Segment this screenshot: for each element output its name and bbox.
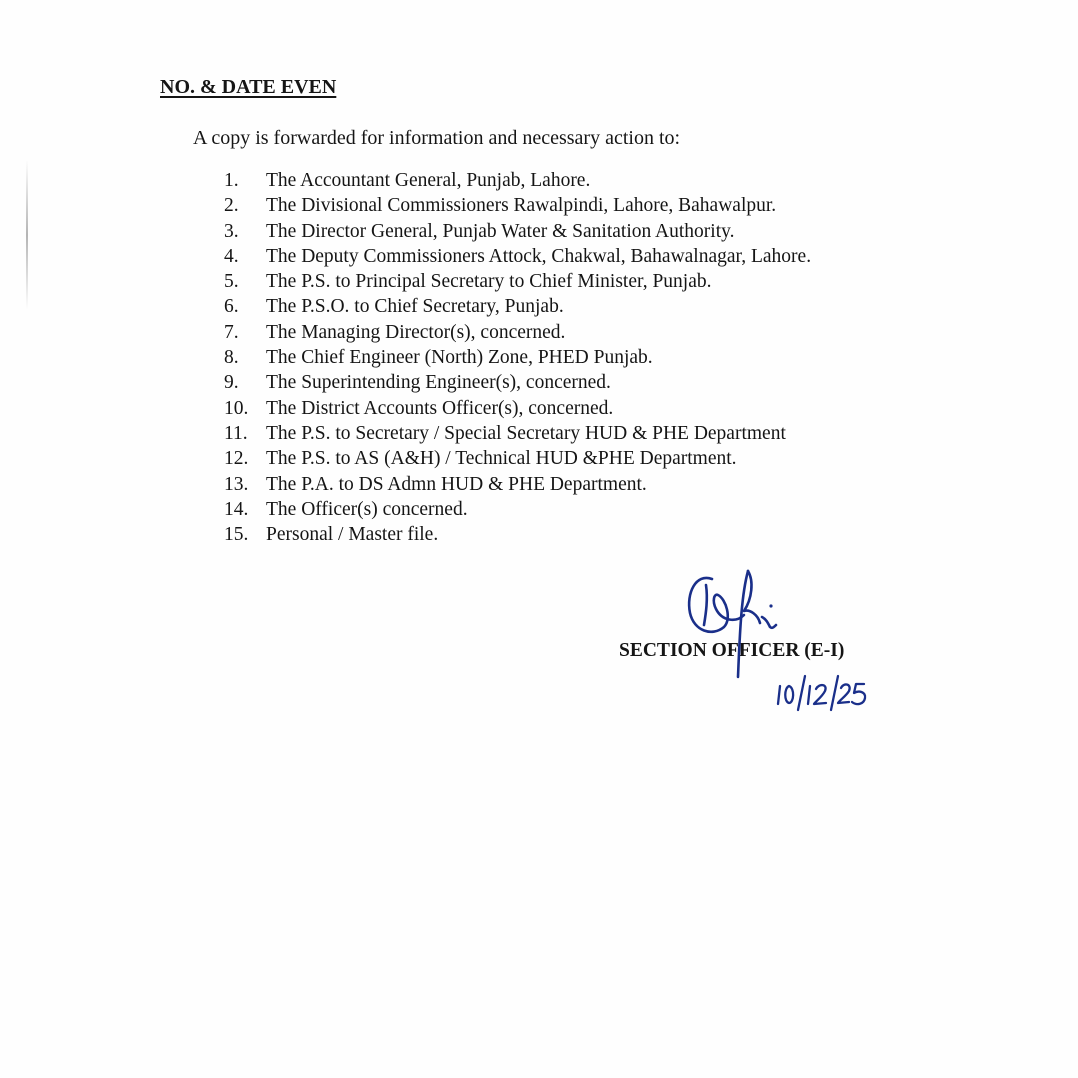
item-number: 11. <box>224 422 248 444</box>
item-text: The P.A. to DS Admn HUD & PHE Department. <box>266 473 647 495</box>
item-text: The P.S.O. to Chief Secretary, Punjab. <box>266 296 564 318</box>
handwritten-date <box>772 672 872 712</box>
item-number: 3. <box>224 220 239 242</box>
item-number: 1. <box>224 170 239 191</box>
scan-edge-mark <box>26 160 28 310</box>
list-item <box>224 472 811 497</box>
item-text: The Chief Engineer (North) Zone, PHED Punjab. <box>266 347 653 369</box>
item-text: The P.S. to Principal Secretary to Chief Minister, Punjab. <box>266 271 712 293</box>
item-text: The P.S. to AS (A&H) / Technical HUD &PHE Department. <box>266 448 737 470</box>
item-number: 7. <box>224 321 239 343</box>
item-text: The P.S. to Secretary / Special Secretary HUD & PHE Department <box>266 422 786 444</box>
item-number: 6. <box>224 296 239 318</box>
handwritten-signature <box>678 565 798 680</box>
item-number: 14. <box>224 498 249 520</box>
item-text: The Superintending Engineer(s), concerned. <box>266 372 611 394</box>
item-number: 12. <box>224 448 249 470</box>
list-item <box>224 320 811 345</box>
item-number: 2. <box>224 195 239 217</box>
item-number: 13. <box>224 473 249 495</box>
item-text: The Director General, Punjab Water & Sanitation Authority. <box>266 220 735 242</box>
list-item <box>224 244 811 269</box>
item-text: Personal / Master file. <box>266 524 439 546</box>
list-item <box>224 446 811 471</box>
item-number: 8. <box>224 347 239 369</box>
list-item <box>224 421 811 446</box>
list-item <box>224 168 811 193</box>
forwarding-intro: A copy is forwarded for information and necessary action to: <box>193 127 681 149</box>
officer-designation: SECTION OFFICER (E-I) <box>619 640 845 661</box>
list-item <box>224 219 811 244</box>
item-text: The District Accounts Officer(s), concerned. <box>266 397 614 419</box>
list-item <box>224 345 811 370</box>
list-item <box>224 370 811 395</box>
reference-heading: NO. & DATE EVEN <box>160 76 337 98</box>
list-item <box>224 396 811 421</box>
item-number: 9. <box>224 372 239 394</box>
item-text: The Divisional Commissioners Rawalpindi, Lahore, Bahawalpur. <box>266 195 777 217</box>
item-text: The Deputy Commissioners Attock, Chakwal, Bahawalnagar, Lahore. <box>266 245 812 267</box>
item-text: The Accountant General, Punjab, Lahore. <box>266 170 591 191</box>
item-number: 10. <box>224 397 249 419</box>
list-item <box>224 269 811 294</box>
item-number: 5. <box>224 271 239 293</box>
item-number: 4. <box>224 245 239 267</box>
list-item <box>224 193 811 218</box>
list-item <box>224 294 811 319</box>
item-text: The Officer(s) concerned. <box>266 498 468 520</box>
list-item <box>224 522 811 547</box>
item-text: The Managing Director(s), concerned. <box>266 321 566 343</box>
item-number: 15. <box>224 524 249 546</box>
distribution-list <box>224 168 811 547</box>
list-item <box>224 497 811 522</box>
